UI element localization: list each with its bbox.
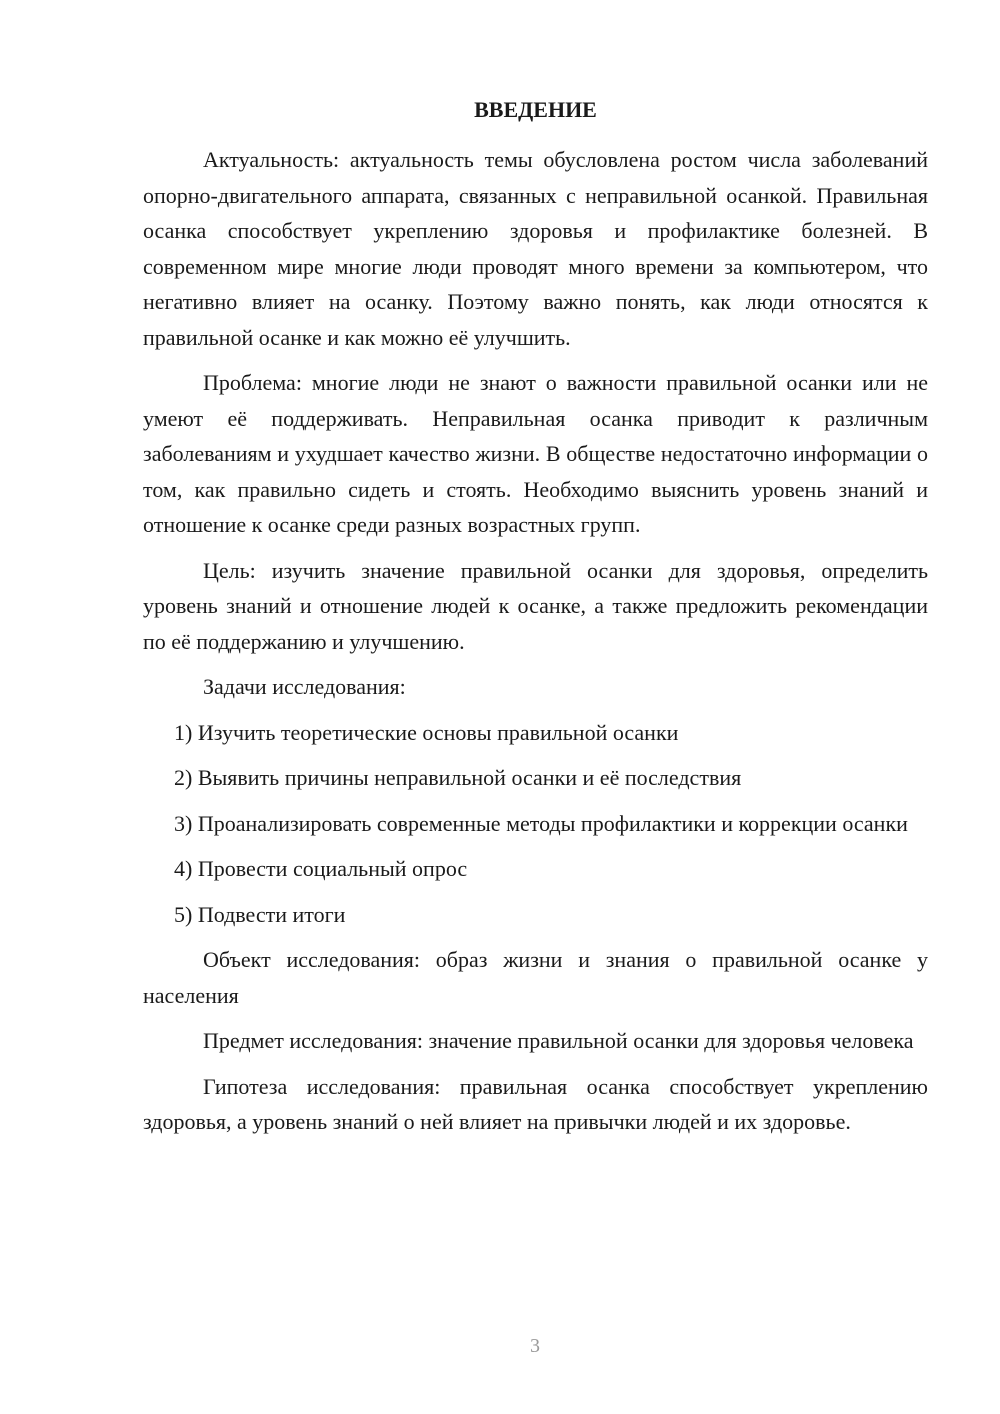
paragraph-problem: Проблема: многие люди не знают о важности правильной осанки или не умеют её поддерживать. Неправильная осанка приводит к различным заболеваниям и ухудшает качество жизни. В обществе недостаточно информации о том, как правильно сидеть и стоять. Необходимо выяснить уровень знаний и отношение к осанке среди разных возрастных групп. (143, 370, 928, 537)
task-item-4: 4) Провести социальный опрос (174, 856, 468, 881)
paragraph-subject: Предмет исследования: значение правильной осанки для здоровья человека (203, 1028, 914, 1053)
paragraph-hypothesis: Гипотеза исследования: правильная осанка способствует укреплению здоровья, а уровень знаний о ней влияет на привычки людей и их здоровье. (143, 1073, 928, 1134)
task-item-2: 2) Выявить причины неправильной осанки и её последствия (174, 765, 742, 790)
page-number: 3 (530, 1335, 540, 1357)
paragraph-object: Объект исследования: образ жизни и знания о правильной осанке у населения (143, 947, 928, 1008)
section-heading: ВВЕДЕНИЕ (474, 97, 597, 122)
paragraph-tasks-intro: Задачи исследования: (203, 674, 406, 699)
paragraph-goal: Цель: изучить значение правильной осанки для здоровья, определить уровень знаний и отношение людей к осанке, а также предложить рекомендации по её поддержанию и улучшению. (143, 557, 928, 654)
task-item-5: 5) Подвести итоги (174, 901, 346, 927)
task-item-1: 1) Изучить теоретические основы правильной осанки (174, 719, 679, 745)
page-content (143, 94, 928, 1150)
paragraph-relevance: Актуальность: актуальность темы обусловлена ростом числа заболеваний опорно-двигательного аппарата, связанных с неправильной осанкой. Правильная осанка способствует укреплению здоровья и профилактике болезней. В современном мире многие люди проводят много времени за компьютером, что негативно влияет на осанку. Поэтому важно понять, как люди относятся к правильной осанке и как можно её улучшить. (143, 147, 928, 350)
task-item-3: 3) Проанализировать современные методы профилактики и коррекции осанки (174, 810, 908, 836)
